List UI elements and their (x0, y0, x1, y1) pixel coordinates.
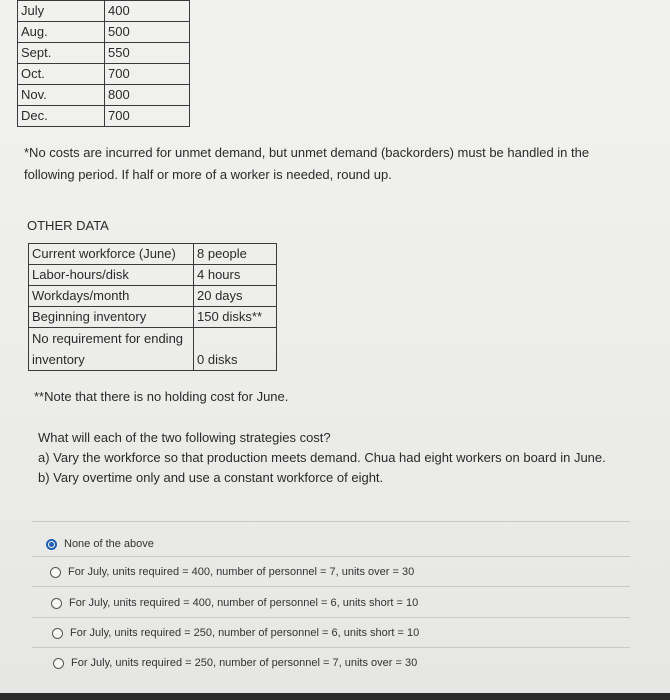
unmet-demand-footnote: *No costs are incurred for unmet demand, but unmet demand (backorders) must be handled in the following period. If half or more of a worker is needed, round up. (24, 145, 590, 182)
month-cell: Oct. (18, 64, 105, 85)
option-label: For July, units required = 250, number of personnel = 6, units short = 10 (70, 627, 420, 639)
table-row (29, 244, 277, 265)
table-row (18, 64, 190, 85)
table-row (29, 265, 277, 286)
option-label: For July, units required = 250, number of personnel = 7, units over = 30 (71, 657, 418, 669)
label-cell: Workdays/month (29, 286, 194, 307)
question-line: b) Vary overtime only and use a constant workforce of eight. (38, 470, 384, 485)
label-cell: Labor-hours/disk (29, 265, 194, 286)
option-label: For July, units required = 400, number of personnel = 6, units short = 10 (69, 597, 419, 609)
demand-cell: 800 (105, 85, 190, 106)
divider (32, 521, 630, 522)
table-row (29, 286, 277, 307)
label-cell: Beginning inventory (29, 307, 194, 328)
table-row (18, 1, 190, 22)
other-data-title: OTHER DATA (27, 218, 109, 233)
month-cell: Sept. (18, 43, 105, 64)
demand-cell: 700 (105, 64, 190, 85)
month-cell: Dec. (18, 106, 105, 127)
answer-option[interactable] (51, 597, 418, 609)
table-row (18, 43, 190, 64)
radio-icon[interactable] (52, 628, 63, 639)
table-row (29, 328, 277, 371)
table-row (18, 22, 190, 43)
table-row (18, 85, 190, 106)
question-line: a) Vary the workforce so that production meets demand. Chua had eight workers on board in June. (38, 450, 606, 465)
month-cell: Aug. (18, 22, 105, 43)
answer-option[interactable] (53, 657, 417, 669)
divider (32, 586, 630, 587)
divider (32, 556, 630, 557)
question-text (38, 428, 638, 488)
radio-icon[interactable] (51, 598, 62, 609)
answer-option[interactable] (50, 566, 414, 578)
option-label: None of the above (64, 538, 154, 550)
radio-selected-icon[interactable] (46, 539, 57, 550)
value-cell: 150 disks** (194, 307, 277, 328)
value-cell: 8 people (194, 244, 277, 265)
label-cell: No requirement for ending inventory (29, 328, 194, 371)
option-label: For July, units required = 400, number of personnel = 7, units over = 30 (68, 566, 415, 578)
other-data-table (28, 243, 277, 371)
month-cell: Nov. (18, 85, 105, 106)
label-cell: Current workforce (June) (29, 244, 194, 265)
demand-cell: 550 (105, 43, 190, 64)
value-cell: 0 disks (194, 328, 277, 371)
demand-cell: 400 (105, 1, 190, 22)
answer-option[interactable] (46, 538, 154, 550)
holding-cost-footnote: **Note that there is no holding cost for June. (34, 389, 289, 404)
demand-cell: 500 (105, 22, 190, 43)
table-row (29, 307, 277, 328)
value-cell: 4 hours (194, 265, 277, 286)
radio-icon[interactable] (50, 567, 61, 578)
answer-option[interactable] (52, 627, 419, 639)
demand-table (17, 0, 190, 127)
value-cell: 20 days (194, 286, 277, 307)
radio-icon[interactable] (53, 658, 64, 669)
question-line: What will each of the two following strategies cost? (38, 430, 331, 445)
divider (32, 617, 630, 618)
divider (32, 647, 630, 648)
bottom-edge (0, 693, 670, 700)
demand-cell: 700 (105, 106, 190, 127)
month-cell: July (18, 1, 105, 22)
table-row (18, 106, 190, 127)
